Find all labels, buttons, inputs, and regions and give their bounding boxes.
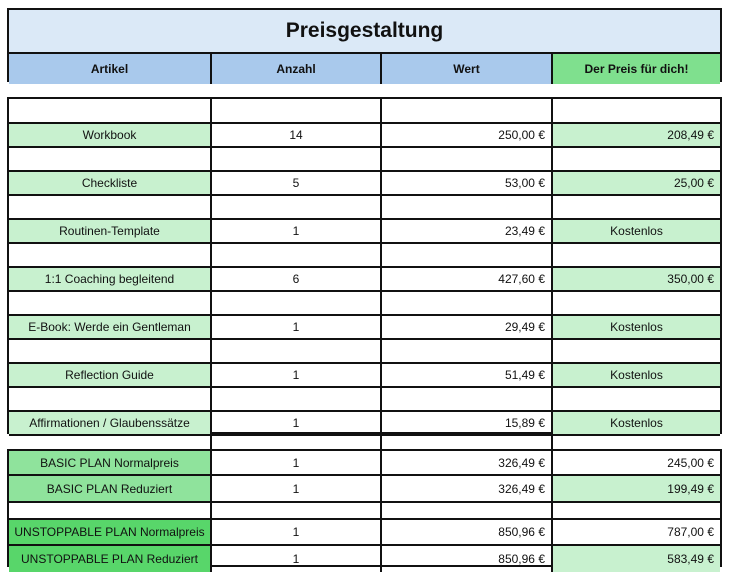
item-name: 1:1 Coaching begleitend xyxy=(9,268,212,290)
spacer-row xyxy=(9,340,720,364)
table-row xyxy=(9,412,720,436)
item-preis: 25,00 € xyxy=(553,172,720,194)
item-name: Routinen-Template xyxy=(9,220,212,242)
plan-row xyxy=(9,476,720,503)
item-preis: Kostenlos xyxy=(553,412,720,434)
column-header-anzahl: Anzahl xyxy=(212,54,382,84)
plan-wert: 326,49 € xyxy=(382,476,553,501)
column-header-wert: Wert xyxy=(382,54,553,84)
item-preis: 350,00 € xyxy=(553,268,720,290)
plan-anzahl: 1 xyxy=(212,476,382,501)
spacer-row xyxy=(9,99,720,124)
items-table xyxy=(7,97,722,434)
item-wert: 23,49 € xyxy=(382,220,553,242)
plan-preis: 583,49 € xyxy=(553,546,720,572)
item-anzahl: 1 xyxy=(212,220,382,242)
plan-anzahl: 1 xyxy=(212,451,382,474)
item-wert: 53,00 € xyxy=(382,172,553,194)
column-header-row xyxy=(9,54,720,84)
item-preis: Kostenlos xyxy=(553,364,720,386)
spacer-row xyxy=(9,292,720,316)
table-row xyxy=(9,124,720,148)
item-preis: Kostenlos xyxy=(553,220,720,242)
item-name: Affirmationen / Glaubenssätze xyxy=(9,412,212,434)
plan-wert: 326,49 € xyxy=(382,451,553,474)
plan-preis: 199,49 € xyxy=(553,476,720,501)
column-header-preis: Der Preis für dich! xyxy=(553,54,720,84)
table-row xyxy=(9,268,720,292)
item-wert: 51,49 € xyxy=(382,364,553,386)
item-name: Checkliste xyxy=(9,172,212,194)
item-anzahl: 5 xyxy=(212,172,382,194)
plan-name: BASIC PLAN Normalpreis xyxy=(9,451,212,474)
item-anzahl: 6 xyxy=(212,268,382,290)
plan-anzahl: 1 xyxy=(212,520,382,544)
plan-anzahl: 1 xyxy=(212,546,382,572)
item-wert: 15,89 € xyxy=(382,412,553,434)
plan-wert: 850,96 € xyxy=(382,546,553,572)
spacer-row xyxy=(9,196,720,220)
table-row xyxy=(9,172,720,196)
table-row xyxy=(9,220,720,244)
item-wert: 427,60 € xyxy=(382,268,553,290)
plans-table xyxy=(7,449,722,567)
spacer-row xyxy=(9,388,720,412)
plan-preis: 245,00 € xyxy=(667,455,714,470)
spacer-row xyxy=(9,244,720,268)
item-wert: 250,00 € xyxy=(382,124,553,146)
spacer-row xyxy=(9,503,720,520)
plan-preis: 787,00 € xyxy=(667,525,714,539)
table-row xyxy=(9,316,720,340)
item-anzahl: 1 xyxy=(212,316,382,338)
plan-name: UNSTOPPABLE PLAN Normalpreis xyxy=(9,520,212,544)
item-name: Workbook xyxy=(9,124,212,146)
plan-name: UNSTOPPABLE PLAN Reduziert xyxy=(9,546,212,572)
item-anzahl: 14 xyxy=(212,124,382,146)
page-title: Preisgestaltung xyxy=(9,10,720,54)
plan-row xyxy=(9,451,720,476)
item-anzahl: 1 xyxy=(212,364,382,386)
item-name: E-Book: Werde ein Gentleman xyxy=(9,316,212,338)
item-wert: 29,49 € xyxy=(382,316,553,338)
column-header-artikel: Artikel xyxy=(9,54,212,84)
item-name: Reflection Guide xyxy=(9,364,212,386)
plan-row xyxy=(9,546,720,572)
plan-row xyxy=(9,520,720,546)
table-row xyxy=(9,364,720,388)
item-preis: 208,49 € xyxy=(553,124,720,146)
plan-wert: 850,96 € xyxy=(382,520,553,544)
item-preis: Kostenlos xyxy=(553,316,720,338)
spacer-row xyxy=(9,148,720,172)
plan-name: BASIC PLAN Reduziert xyxy=(9,476,212,501)
item-anzahl: 1 xyxy=(212,412,382,434)
header-table xyxy=(7,8,722,82)
